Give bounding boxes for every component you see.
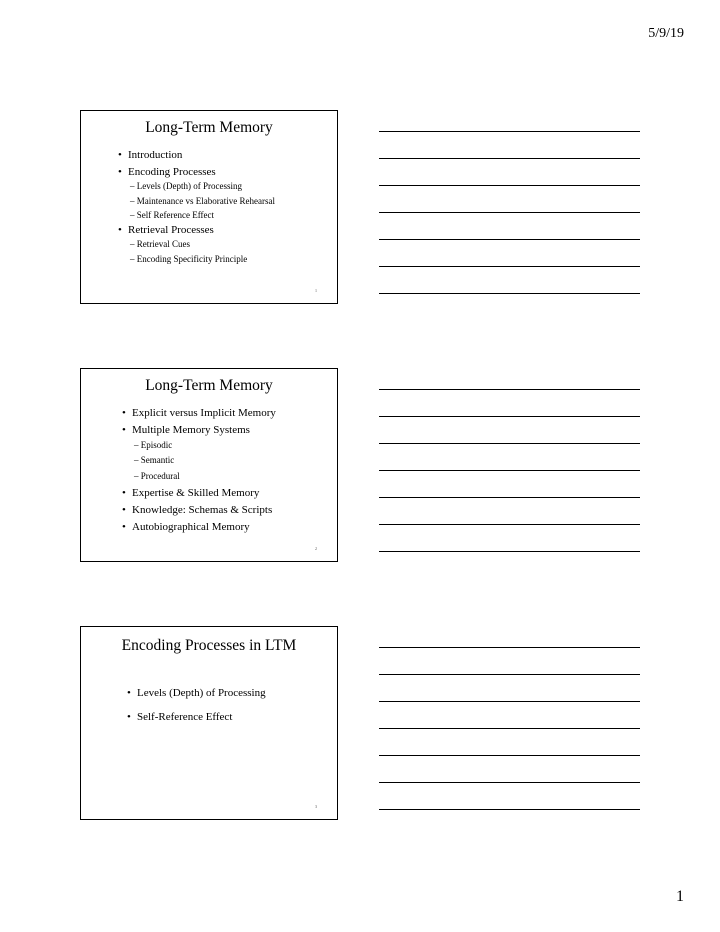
note-line bbox=[379, 266, 640, 267]
slide-1 bbox=[80, 110, 338, 304]
sub-bullet-item: – Episodic bbox=[134, 440, 173, 450]
bullet-icon: • bbox=[118, 224, 122, 236]
slide-3 bbox=[80, 626, 338, 820]
slide-title: Long-Term Memory bbox=[145, 377, 273, 394]
bullet-icon: • bbox=[122, 504, 126, 516]
note-line bbox=[379, 524, 640, 525]
slide-title: Encoding Processes in LTM bbox=[121, 637, 297, 654]
sub-bullet-item: – Levels (Depth) of Processing bbox=[130, 181, 242, 191]
bullet-item: • Multiple Memory Systems bbox=[122, 424, 250, 436]
bullet-icon: • bbox=[127, 687, 131, 699]
bullet-item: • Self-Reference Effect bbox=[127, 711, 233, 723]
note-line bbox=[379, 389, 640, 390]
note-line bbox=[379, 470, 640, 471]
sub-bullet-item: – Maintenance vs Elaborative Rehearsal bbox=[130, 196, 275, 206]
slide-title: Long-Term Memory bbox=[145, 119, 273, 136]
bullet-icon: • bbox=[118, 149, 122, 161]
page-number: 1 bbox=[676, 888, 684, 905]
slide-number: 1 bbox=[315, 288, 317, 293]
note-line bbox=[379, 158, 640, 159]
note-line bbox=[379, 131, 640, 132]
note-line bbox=[379, 809, 640, 810]
note-line bbox=[379, 443, 640, 444]
note-line bbox=[379, 551, 640, 552]
note-line bbox=[379, 755, 640, 756]
bullet-item: • Knowledge: Schemas & Scripts bbox=[122, 504, 273, 516]
bullet-item: • Introduction bbox=[118, 149, 183, 161]
note-line bbox=[379, 728, 640, 729]
bullet-icon: • bbox=[122, 487, 126, 499]
note-line bbox=[379, 416, 640, 417]
slide-number: 2 bbox=[315, 546, 317, 551]
bullet-icon: • bbox=[127, 711, 131, 723]
sub-bullet-item: – Retrieval Cues bbox=[130, 239, 190, 249]
note-line bbox=[379, 782, 640, 783]
note-line bbox=[379, 701, 640, 702]
bullet-icon: • bbox=[118, 166, 122, 178]
bullet-item: • Levels (Depth) of Processing bbox=[127, 687, 266, 699]
note-line bbox=[379, 185, 640, 186]
note-line bbox=[379, 497, 640, 498]
date-header: 5/9/19 bbox=[648, 26, 684, 41]
note-line bbox=[379, 293, 640, 294]
bullet-item: • Autobiographical Memory bbox=[122, 521, 250, 533]
bullet-item: • Encoding Processes bbox=[118, 166, 216, 178]
note-line bbox=[379, 674, 640, 675]
slide-2 bbox=[80, 368, 338, 562]
note-line bbox=[379, 212, 640, 213]
sub-bullet-item: – Procedural bbox=[134, 471, 180, 481]
bullet-item: • Retrieval Processes bbox=[118, 224, 214, 236]
bullet-icon: • bbox=[122, 424, 126, 436]
slide-number: 3 bbox=[315, 804, 317, 809]
bullet-item: • Expertise & Skilled Memory bbox=[122, 487, 260, 499]
sub-bullet-item: – Encoding Specificity Principle bbox=[130, 254, 248, 264]
bullet-icon: • bbox=[122, 407, 126, 419]
bullet-item: • Explicit versus Implicit Memory bbox=[122, 407, 276, 419]
sub-bullet-item: – Semantic bbox=[134, 455, 175, 465]
bullet-icon: • bbox=[122, 521, 126, 533]
note-line bbox=[379, 647, 640, 648]
note-line bbox=[379, 239, 640, 240]
sub-bullet-item: – Self Reference Effect bbox=[130, 210, 215, 220]
